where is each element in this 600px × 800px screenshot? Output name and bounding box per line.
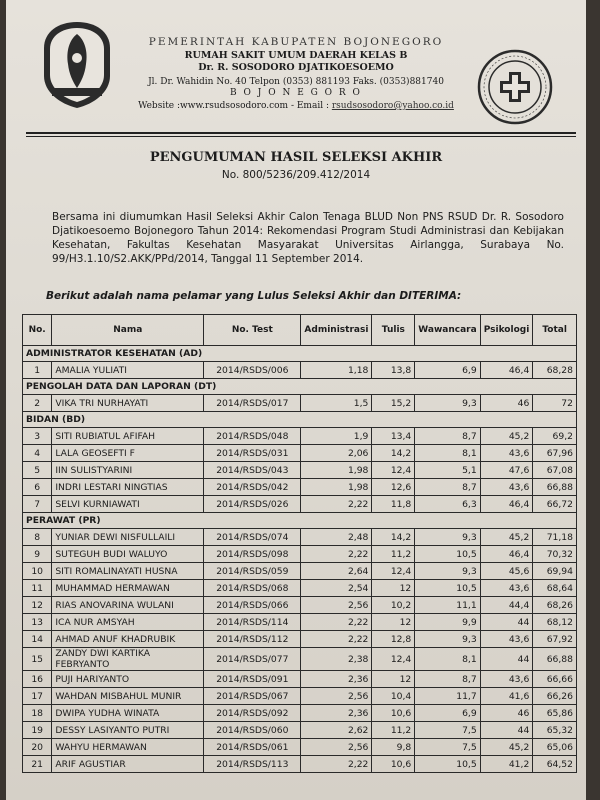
cell-admin: 1,98 (301, 462, 372, 479)
cell-no: 14 (23, 631, 52, 648)
cell-tulis: 12,6 (372, 479, 415, 496)
cell-name: LALA GEOSEFTI F (52, 445, 204, 462)
table-row (23, 445, 577, 462)
cell-wawancara: 10,5 (415, 580, 480, 597)
cell-name: SITI ROMALINAYATI HUSNA (52, 563, 204, 580)
cell-no: 4 (23, 445, 52, 462)
cell-psikologi: 47,6 (480, 462, 533, 479)
document-page (6, 0, 586, 800)
cell-tulis: 11,8 (372, 496, 415, 513)
cell-test: 2014/RSDS/074 (204, 529, 301, 546)
cell-admin: 2,64 (301, 563, 372, 580)
cell-tulis: 12 (372, 580, 415, 597)
cell-tulis: 12,4 (372, 648, 415, 671)
cell-tulis: 14,2 (372, 445, 415, 462)
table-row (23, 756, 577, 773)
header-no: No. (23, 315, 52, 346)
table-row (23, 546, 577, 563)
cell-wawancara: 8,1 (415, 648, 480, 671)
cell-psikologi: 41,2 (480, 756, 533, 773)
table-row (23, 739, 577, 756)
cell-total: 66,88 (533, 648, 577, 671)
cell-test: 2014/RSDS/006 (204, 362, 301, 379)
cell-total: 69,94 (533, 563, 577, 580)
regency-emblem-icon (38, 18, 116, 110)
header-tulis: Tulis (372, 315, 415, 346)
cell-test: 2014/RSDS/113 (204, 756, 301, 773)
cell-admin: 1,9 (301, 428, 372, 445)
cell-admin: 2,48 (301, 529, 372, 546)
cell-psikologi: 43,6 (480, 479, 533, 496)
cell-admin: 2,38 (301, 648, 372, 671)
hospital-city: B O J O N E G O R O (230, 88, 362, 98)
cell-wawancara: 6,9 (415, 705, 480, 722)
cell-psikologi: 46 (480, 705, 533, 722)
cell-tulis: 11,2 (372, 722, 415, 739)
cell-admin: 2,22 (301, 496, 372, 513)
cell-name: ARIF AGUSTIAR (52, 756, 204, 773)
letterhead (106, 36, 486, 111)
cell-psikologi: 46,4 (480, 546, 533, 563)
cell-no: 20 (23, 739, 52, 756)
government-name: PEMERINTAH KABUPATEN BOJONEGORO (148, 36, 444, 48)
table-row (23, 563, 577, 580)
cell-psikologi: 44 (480, 614, 533, 631)
cell-psikologi: 45,2 (480, 428, 533, 445)
cell-psikologi: 46 (480, 395, 533, 412)
cell-no: 18 (23, 705, 52, 722)
cell-name: DWIPA YUDHA WINATA (52, 705, 204, 722)
cell-tulis: 14,2 (372, 529, 415, 546)
cell-wawancara: 9,3 (415, 631, 480, 648)
cell-total: 68,64 (533, 580, 577, 597)
table-row (23, 722, 577, 739)
cell-name: VIKA TRI NURHAYATI (52, 395, 204, 412)
cell-tulis: 10,6 (372, 756, 415, 773)
cell-total: 69,2 (533, 428, 577, 445)
cell-admin: 1,98 (301, 479, 372, 496)
cell-admin: 2,62 (301, 722, 372, 739)
cell-total: 68,28 (533, 362, 577, 379)
results-table (22, 314, 577, 773)
cell-total: 72 (533, 395, 577, 412)
hospital-class: RUMAH SAKIT UMUM DAERAH KELAS B (184, 50, 408, 61)
cell-tulis: 10,4 (372, 688, 415, 705)
cell-no: 1 (23, 362, 52, 379)
cell-wawancara: 10,5 (415, 546, 480, 563)
cell-wawancara: 11,1 (415, 597, 480, 614)
cell-wawancara: 9,3 (415, 395, 480, 412)
cell-name: ICA NUR AMSYAH (52, 614, 204, 631)
cell-no: 3 (23, 428, 52, 445)
website-link[interactable]: www.rsudsosodoro.com (180, 101, 289, 111)
cell-wawancara: 9,3 (415, 563, 480, 580)
table-header-row (23, 315, 577, 346)
cell-total: 65,86 (533, 705, 577, 722)
cell-admin: 2,36 (301, 671, 372, 688)
cell-total: 66,26 (533, 688, 577, 705)
cell-psikologi: 43,6 (480, 631, 533, 648)
cell-tulis: 12 (372, 614, 415, 631)
cell-no: 9 (23, 546, 52, 563)
cell-psikologi: 41,6 (480, 688, 533, 705)
cell-admin: 2,06 (301, 445, 372, 462)
cell-test: 2014/RSDS/066 (204, 597, 301, 614)
cell-no: 12 (23, 597, 52, 614)
cell-name: MUHAMMAD HERMAWAN (52, 580, 204, 597)
cell-psikologi: 43,6 (480, 580, 533, 597)
cell-test: 2014/RSDS/068 (204, 580, 301, 597)
cell-admin: 2,56 (301, 688, 372, 705)
cell-test: 2014/RSDS/042 (204, 479, 301, 496)
cell-no: 15 (23, 648, 52, 671)
cell-no: 19 (23, 722, 52, 739)
cell-name: ZANDY DWI KARTIKA FEBRYANTO (52, 648, 204, 671)
section-title: BIDAN (BD) (23, 412, 577, 428)
cell-psikologi: 45,2 (480, 739, 533, 756)
cell-no: 13 (23, 614, 52, 631)
header-test: No. Test (204, 315, 301, 346)
cell-test: 2014/RSDS/026 (204, 496, 301, 513)
cell-admin: 2,22 (301, 756, 372, 773)
cell-psikologi: 46,4 (480, 496, 533, 513)
section-row (23, 412, 577, 428)
cell-tulis: 15,2 (372, 395, 415, 412)
cell-test: 2014/RSDS/077 (204, 648, 301, 671)
cell-tulis: 12 (372, 671, 415, 688)
cell-psikologi: 44,4 (480, 597, 533, 614)
cell-total: 67,96 (533, 445, 577, 462)
website-label: Website : (138, 101, 181, 111)
letterhead-rule (26, 132, 576, 134)
cell-test: 2014/RSDS/059 (204, 563, 301, 580)
table-row (23, 688, 577, 705)
cell-test: 2014/RSDS/098 (204, 546, 301, 563)
table-row (23, 580, 577, 597)
cell-total: 71,18 (533, 529, 577, 546)
cell-psikologi: 43,6 (480, 671, 533, 688)
email-label: - Email : (288, 101, 329, 111)
cell-wawancara: 8,1 (415, 445, 480, 462)
section-title: PENGOLAH DATA DAN LAPORAN (DT) (23, 379, 577, 395)
cell-total: 65,32 (533, 722, 577, 739)
cell-admin: 2,22 (301, 546, 372, 563)
table-row (23, 671, 577, 688)
cell-wawancara: 9,3 (415, 529, 480, 546)
email-link[interactable]: rsudsosodoro@yahoo.co.id (331, 101, 454, 111)
cell-no: 2 (23, 395, 52, 412)
table-row (23, 395, 577, 412)
section-row (23, 379, 577, 395)
cell-name: SELVI KURNIAWATI (52, 496, 204, 513)
cell-wawancara: 8,7 (415, 479, 480, 496)
cell-name: SUTEGUH BUDI WALUYO (52, 546, 204, 563)
contact-line (106, 101, 486, 111)
cell-psikologi: 43,6 (480, 445, 533, 462)
cell-total: 64,52 (533, 756, 577, 773)
cell-wawancara: 8,7 (415, 428, 480, 445)
cell-admin: 2,54 (301, 580, 372, 597)
cell-admin: 2,56 (301, 739, 372, 756)
cell-test: 2014/RSDS/112 (204, 631, 301, 648)
cell-test: 2014/RSDS/031 (204, 445, 301, 462)
section-row (23, 346, 577, 362)
cell-test: 2014/RSDS/092 (204, 705, 301, 722)
table-row (23, 362, 577, 379)
cell-wawancara: 6,9 (415, 362, 480, 379)
cell-name: SITI RUBIATUL AFIFAH (52, 428, 204, 445)
cell-total: 67,92 (533, 631, 577, 648)
cell-total: 65,06 (533, 739, 577, 756)
cell-wawancara: 7,5 (415, 739, 480, 756)
table-row (23, 479, 577, 496)
cell-wawancara: 11,7 (415, 688, 480, 705)
header-total: Total (533, 315, 577, 346)
lead-sentence: Berikut adalah nama pelamar yang Lulus Seleksi Akhir dan DITERIMA: (46, 290, 462, 302)
header-wawancara: Wawancara (415, 315, 480, 346)
hospital-name: Dr. R. SOSODORO DJATIKOESOEMO (198, 62, 394, 73)
cell-no: 17 (23, 688, 52, 705)
cell-admin: 2,36 (301, 705, 372, 722)
hospital-address: Jl. Dr. Wahidin No. 40 Telpon (0353) 881193 Faks. (0353)881740 (148, 77, 444, 87)
header-admin: Administrasi (301, 315, 372, 346)
cell-total: 67,08 (533, 462, 577, 479)
cell-tulis: 13,4 (372, 428, 415, 445)
cell-psikologi: 46,4 (480, 362, 533, 379)
cell-tulis: 11,2 (372, 546, 415, 563)
cell-total: 68,26 (533, 597, 577, 614)
cell-test: 2014/RSDS/048 (204, 428, 301, 445)
cell-total: 66,66 (533, 671, 577, 688)
cell-psikologi: 45,2 (480, 529, 533, 546)
cell-name: AHMAD ANUF KHADRUBIK (52, 631, 204, 648)
section-title: PERAWAT (PR) (23, 513, 577, 529)
cell-test: 2014/RSDS/067 (204, 688, 301, 705)
cell-admin: 1,18 (301, 362, 372, 379)
cell-admin: 1,5 (301, 395, 372, 412)
cell-name: DESSY LASIYANTO PUTRI (52, 722, 204, 739)
cell-test: 2014/RSDS/061 (204, 739, 301, 756)
cell-total: 68,12 (533, 614, 577, 631)
cell-tulis: 10,2 (372, 597, 415, 614)
cell-test: 2014/RSDS/091 (204, 671, 301, 688)
document-number: No. 800/5236/209.412/2014 (221, 169, 371, 181)
document-title: PENGUMUMAN HASIL SELEKSI AKHIR (149, 150, 443, 165)
cell-name: INDRI LESTARI NINGTIAS (52, 479, 204, 496)
cell-wawancara: 7,5 (415, 722, 480, 739)
intro-paragraph: Bersama ini diumumkan Hasil Seleksi Akhir Calon Tenaga BLUD Non PNS RSUD Dr. R. Sosodoro Djatikoesoemo Bojonegoro Tahun 2014: Rekomendasi Program Studi Administrasi dan Kebijakan Kesehatan, Fakultas Kesehatan Masyarakat Universitas Airlangga, Surabaya No. 99/H3.1.10/S2.AKK/PPd/2014, Tanggal 11 September 2014. (52, 211, 564, 265)
cell-name: IIN SULISTYARINI (52, 462, 204, 479)
cell-admin: 2,22 (301, 614, 372, 631)
header-name: Nama (52, 315, 204, 346)
cell-name: WAHDAN MISBAHUL MUNIR (52, 688, 204, 705)
table-row (23, 648, 577, 671)
cell-tulis: 10,6 (372, 705, 415, 722)
cell-test: 2014/RSDS/043 (204, 462, 301, 479)
table-row (23, 631, 577, 648)
cell-tulis: 12,4 (372, 462, 415, 479)
hospital-seal-icon (476, 48, 554, 126)
cell-admin: 2,56 (301, 597, 372, 614)
table-row (23, 462, 577, 479)
cell-name: RIAS ANOVARINA WULANI (52, 597, 204, 614)
cell-wawancara: 9,9 (415, 614, 480, 631)
cell-test: 2014/RSDS/114 (204, 614, 301, 631)
cell-name: YUNIAR DEWI NISFULLAILI (52, 529, 204, 546)
cell-no: 16 (23, 671, 52, 688)
cell-name: PUJI HARIYANTO (52, 671, 204, 688)
cell-no: 8 (23, 529, 52, 546)
cell-total: 66,88 (533, 479, 577, 496)
cell-test: 2014/RSDS/017 (204, 395, 301, 412)
section-title: ADMINISTRATOR KESEHATAN (AD) (23, 346, 577, 362)
cell-wawancara: 8,7 (415, 671, 480, 688)
table-row (23, 496, 577, 513)
cell-tulis: 13,8 (372, 362, 415, 379)
cell-name: AMALIA YULIATI (52, 362, 204, 379)
cell-tulis: 12,8 (372, 631, 415, 648)
cell-psikologi: 44 (480, 722, 533, 739)
table-row (23, 614, 577, 631)
table-row (23, 428, 577, 445)
table-row (23, 597, 577, 614)
cell-no: 7 (23, 496, 52, 513)
cell-name: WAHYU HERMAWAN (52, 739, 204, 756)
cell-no: 6 (23, 479, 52, 496)
cell-no: 5 (23, 462, 52, 479)
cell-wawancara: 10,5 (415, 756, 480, 773)
table-row (23, 529, 577, 546)
cell-tulis: 9,8 (372, 739, 415, 756)
results-body (23, 346, 577, 773)
table-row (23, 705, 577, 722)
section-row (23, 513, 577, 529)
cell-wawancara: 5,1 (415, 462, 480, 479)
cell-no: 11 (23, 580, 52, 597)
cell-wawancara: 6,3 (415, 496, 480, 513)
cell-total: 70,32 (533, 546, 577, 563)
cell-no: 21 (23, 756, 52, 773)
cell-total: 66,72 (533, 496, 577, 513)
cell-test: 2014/RSDS/060 (204, 722, 301, 739)
cell-admin: 2,22 (301, 631, 372, 648)
cell-psikologi: 45,6 (480, 563, 533, 580)
header-psikologi: Psikologi (480, 315, 533, 346)
cell-no: 10 (23, 563, 52, 580)
cell-tulis: 12,4 (372, 563, 415, 580)
cell-psikologi: 44 (480, 648, 533, 671)
letterhead-rule-thin (26, 136, 576, 137)
